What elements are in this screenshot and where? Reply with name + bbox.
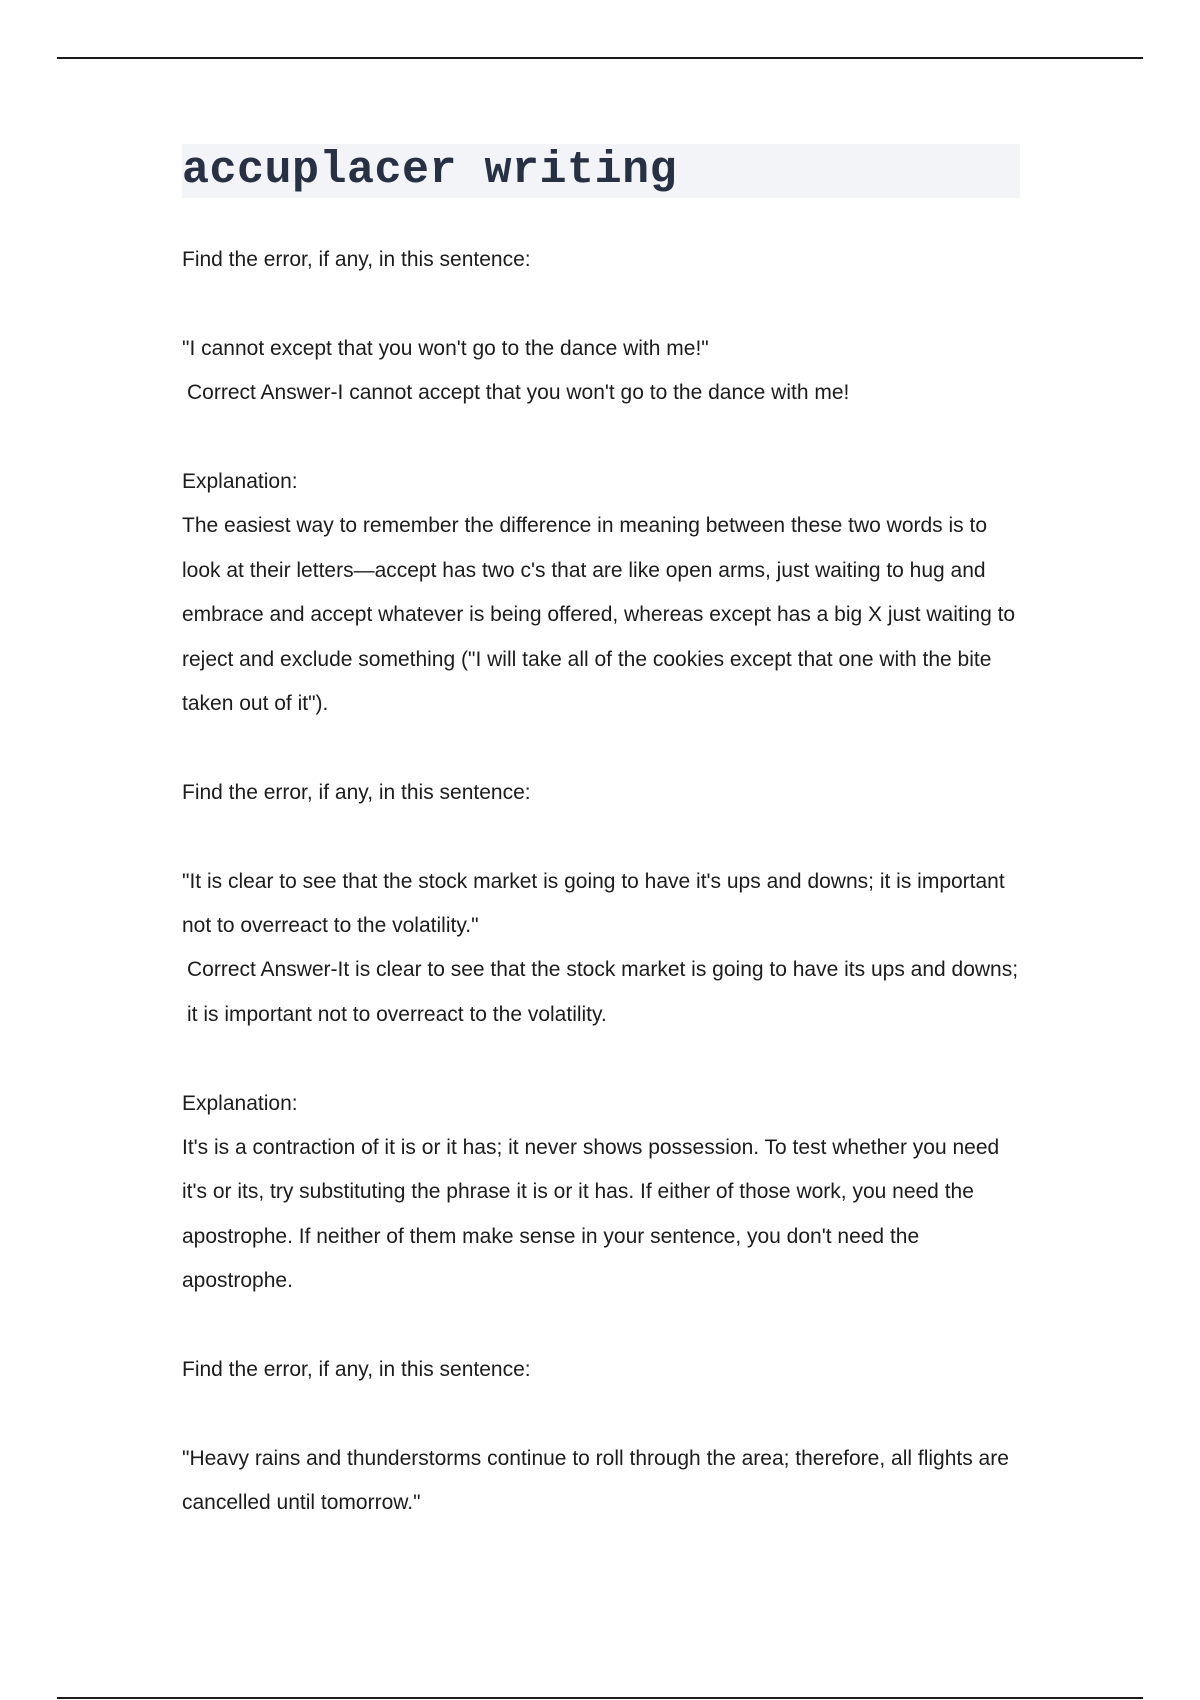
question-prompt: Find the error, if any, in this sentence: xyxy=(182,248,531,271)
title-band xyxy=(182,144,1020,198)
explanation-label: Explanation: xyxy=(182,470,298,493)
explanation-text: It's is a contraction of it is or it has; it never shows possession. To test whether you need it's or its, try substituting the phrase it is or it has. If either of those work, you need the apostrophe. If neither of them make sense in your sentence, you don't need the apostrophe. xyxy=(182,1136,1000,1293)
question-sentence: "Heavy rains and thunderstorms continue to roll through the area; therefore, all flights are cancelled until tomorrow." xyxy=(182,1446,1009,1515)
correct-answer: Correct Answer-I cannot accept that you won't go to the dance with me! xyxy=(187,381,850,405)
document-content xyxy=(182,144,1020,1526)
question-sentence: "I cannot except that you won't go to the dance with me!" xyxy=(182,336,709,360)
question-prompt: Find the error, if any, in this sentence: xyxy=(182,1358,531,1382)
bottom-rule xyxy=(57,1697,1143,1699)
correct-answer: Correct Answer-It is clear to see that the stock market is going to have its ups and downs; it is important not to overreact to the volatility. xyxy=(187,958,1019,1026)
question-prompt: Find the error, if any, in this sentence: xyxy=(182,780,531,804)
question-sentence: "It is clear to see that the stock market is going to have it's ups and downs; it is important not to overreact to the volatility." xyxy=(182,869,1005,938)
document-title: accuplacer writing xyxy=(182,145,678,196)
explanation-text: The easiest way to remember the difference in meaning between these two words is to look at their letters—accept has two c's that are like open arms, just waiting to hug and embrace and accept whatever is being offered, whereas except has a big X just waiting to reject and exclude something ("I will take all of the cookies except that one with the bite taken out of it"). xyxy=(182,514,1016,716)
explanation-label: Explanation: xyxy=(182,1091,298,1115)
top-rule xyxy=(57,57,1143,59)
